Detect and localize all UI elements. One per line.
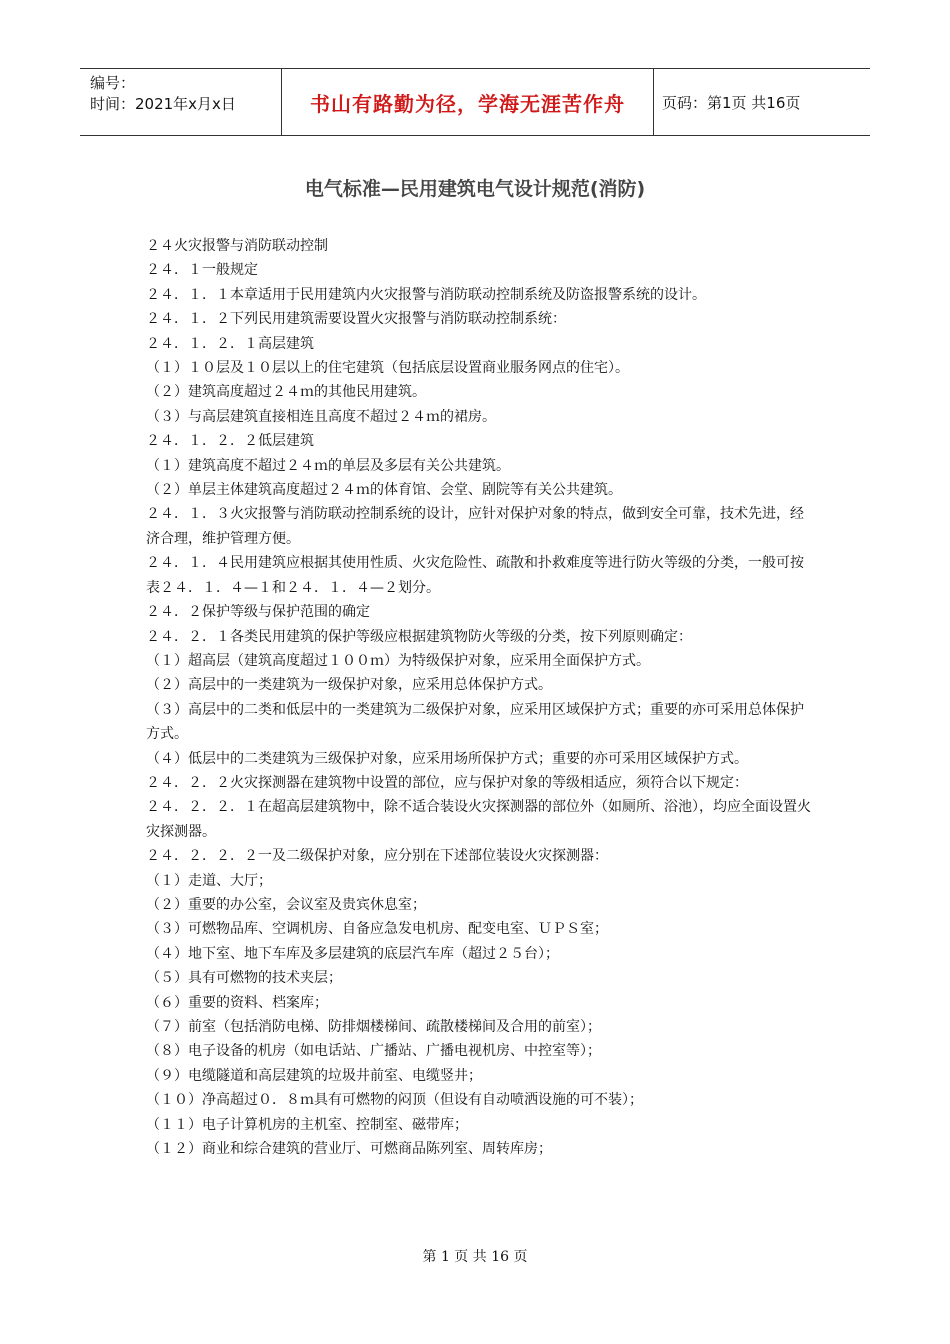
body-paragraph: ２４．２保护等级与保护范围的确定 — [146, 604, 370, 621]
body-paragraph: （１１）电子计算机房的主机室、控制室、磁带库； — [146, 1116, 468, 1133]
body-paragraph: （６）重要的资料、档案库； — [146, 994, 328, 1011]
header-page-info: 页码：第1页 共16页 — [662, 93, 801, 112]
body-paragraph: ２４．２．２．２一及二级保护对象，应分别在下述部位装设火灾探测器： — [146, 848, 608, 865]
body-paragraph: （３）高层中的二类和低层中的一类建筑为二级保护对象，应采用区域保护方式；重要的亦可采用总体保护方式。 — [146, 701, 804, 743]
document-number-label: 编号： — [90, 74, 136, 92]
body-paragraph: （１）１０层及１０层以上的住宅建筑（包括底层设置商业服务网点的住宅）。 — [146, 360, 629, 377]
body-paragraph: ２４．１一般规定 — [146, 262, 258, 279]
page-footer: 第 1 页 共 16 页 — [422, 1249, 528, 1265]
body-paragraph: （２）建筑高度超过２４ｍ的其他民用建筑。 — [146, 384, 426, 401]
body-paragraph: （２）单层主体建筑高度超过２４ｍ的体育馆、会堂、剧院等有关公共建筑。 — [146, 482, 622, 499]
document-date: 时间：2021年x月x日 — [90, 95, 236, 113]
body-paragraph: （７）前室（包括消防电梯、防排烟楼梯间、疏散楼梯间及合用的前室）； — [146, 1019, 601, 1035]
body-paragraph: （１）建筑高度不超过２４ｍ的单层及多层有关公共建筑。 — [146, 457, 510, 474]
body-paragraph: ２４．２．１各类民用建筑的保护等级应根据建筑物防火等级的分类，按下列原则确定： — [146, 628, 692, 645]
body-paragraph: ２４．１．４民用建筑应根据其使用性质、火灾危险性、疏散和扑救难度等进行防火等级的分类，一般可按表２４．１．４—１和２４．１．４—２划分。 — [146, 555, 804, 596]
body-paragraph: （８）电子设备的机房（如电话站、广播站、广播电视机房、中控室等）； — [146, 1043, 601, 1060]
body-paragraph: ２４．２．２．１在超高层建筑物中，除不适合装设火灾探测器的部位外（如厕所、浴池），均应全面设置火灾探测器。 — [146, 799, 811, 840]
body-paragraph: ２４．１．２．２低层建筑 — [146, 433, 314, 450]
body-paragraph: ２４．２．２火灾探测器在建筑物中设置的部位，应与保护对象的等级相适应，须符合以下规定： — [146, 774, 748, 791]
body-paragraph: ２４．１．２．１高层建筑 — [146, 335, 314, 352]
body-paragraph: （１２）商业和综合建筑的营业厅、可燃商品陈列室、周转库房； — [146, 1141, 552, 1158]
body-paragraph: （９）电缆隧道和高层建筑的垃圾井前室、电缆竖井； — [146, 1067, 482, 1084]
body-paragraph: （５）具有可燃物的技术夹层； — [146, 970, 342, 987]
body-paragraph: （１）走道、大厅； — [146, 872, 272, 889]
body-paragraph: （４）地下室、地下车库及多层建筑的底层汽车库（超过２５台）； — [146, 945, 559, 962]
body-paragraph: （３）可燃物品库、空调机房、自备应急发电机房、配变电室、ＵＰＳ室； — [146, 921, 608, 938]
document-title: 电气标准—民用建筑电气设计规范(消防) — [304, 178, 646, 200]
document-body — [146, 234, 814, 1161]
body-paragraph: ２４火灾报警与消防联动控制 — [146, 238, 328, 254]
body-paragraph: （２）重要的办公室，会议室及贵宾休息室； — [146, 896, 426, 913]
body-paragraph: ２４．１．２下列民用建筑需要设置火灾报警与消防联动控制系统： — [146, 311, 566, 328]
header-motto: 书山有路勤为径，学海无涯苦作舟 — [282, 69, 654, 135]
body-paragraph: （２）高层中的一类建筑为一级保护对象，应采用总体保护方式。 — [146, 677, 552, 694]
body-paragraph: （３）与高层建筑直接相连且高度不超过２４ｍ的裙房。 — [146, 408, 496, 425]
header-meta-cell — [80, 69, 282, 135]
body-paragraph: （１０）净高超过０．８ｍ具有可燃物的闷顶（但设有自动喷洒设施的可不装）； — [146, 1092, 643, 1109]
body-paragraph: （１）超高层（建筑高度超过１００ｍ）为特级保护对象，应采用全面保护方式。 — [146, 652, 650, 669]
body-paragraph: （４）低层中的二类建筑为三级保护对象，应采用场所保护方式；重要的亦可采用区域保护方式。 — [146, 750, 748, 767]
body-paragraph: ２４．１．１本章适用于民用建筑内火灾报警与消防联动控制系统及防盗报警系统的设计。 — [146, 286, 706, 303]
body-paragraph: ２４．１．３火灾报警与消防联动控制系统的设计，应针对保护对象的特点，做到安全可靠，技术先进，经济合理，维护管理方便。 — [146, 506, 804, 547]
page-header — [80, 68, 870, 136]
